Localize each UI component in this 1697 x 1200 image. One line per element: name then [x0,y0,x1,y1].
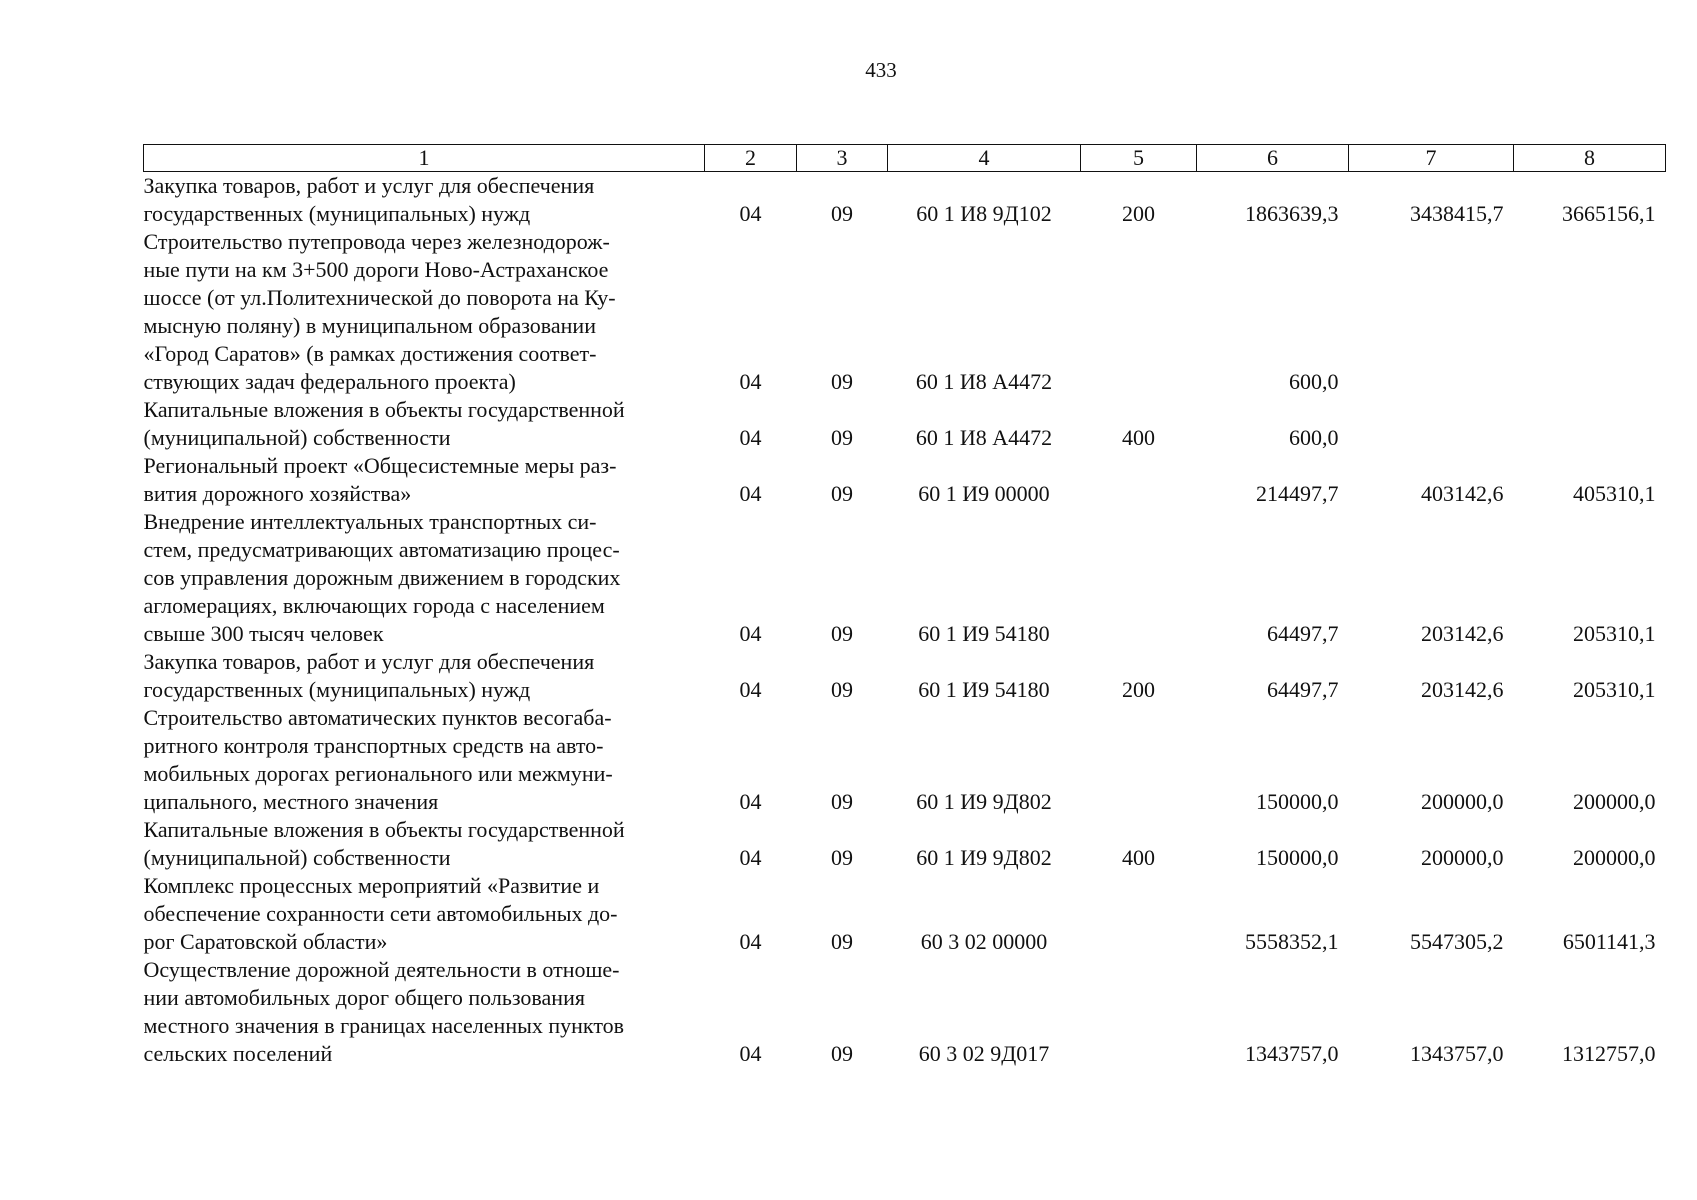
amount-col-6: 64497,7 [1267,677,1339,702]
description-line: Закупка товаров, работ и услуг для обеспечения [143,649,595,674]
expense-type-code: 400 [1122,845,1155,870]
description-line: Строительство автоматических пунктов весогаба- [143,705,612,730]
table-row [144,228,1666,396]
subsection-code: 09 [831,201,853,226]
target-article-code: 60 1 И8 9Д102 [916,201,1052,226]
description-line: стем, предусматривающих автоматизацию процес- [143,537,620,562]
amount-col-6: 1863639,3 [1245,201,1339,226]
amount-col-6: 1343757,0 [1245,1041,1339,1066]
section-code: 04 [739,1041,762,1066]
description-line: «Город Саратов» (в рамках достижения соответ- [143,341,597,366]
table-row [144,704,1666,816]
target-article-code: 60 1 И9 00000 [918,481,1050,506]
header-row [144,145,1666,172]
subsection-code: 09 [831,621,853,646]
expense-type-code [1081,704,1197,816]
description-line: ципального, местного значения [143,789,439,814]
amount-col-6: 214497,7 [1256,481,1339,506]
description-line: сельских поселений [143,1041,333,1066]
table-row [144,396,1666,452]
table-row [144,508,1666,648]
description-line: нии автомобильных дорог общего пользования [143,985,585,1010]
target-article-code: 60 1 И8 А4472 [915,369,1053,394]
expense-type-code: 400 [1122,425,1155,450]
budget-table [143,144,1666,1068]
table-row [144,648,1666,704]
target-article-code: 60 1 И9 54180 [918,621,1050,646]
description-line: обеспечение сохранности сети автомобильных до- [143,901,618,926]
header-cell: 2 [705,145,797,172]
table-row [144,956,1666,1068]
row-description [144,228,705,396]
amount-col-7: 5547305,2 [1410,929,1504,954]
page-number: 433 [865,58,897,82]
table-row [144,452,1666,508]
target-article-code: 60 1 И9 9Д802 [916,789,1052,814]
header-cell: 7 [1349,145,1514,172]
amount-col-8 [1514,396,1666,452]
target-article-code: 60 3 02 9Д017 [918,1041,1050,1066]
description-line: сов управления дорожным движением в городских [143,565,621,590]
description-line: ритного контроля транспортных средств на авто- [143,733,604,758]
description-line: ствующих задач федерального проекта) [143,369,516,394]
description-line: ные пути на км 3+500 дороги Ново-Астраханское [143,257,609,282]
target-article-code: 60 3 02 00000 [920,929,1048,954]
description-line: Закупка товаров, работ и услуг для обеспечения [143,173,595,198]
description-line: рог Саратовской области» [143,929,388,954]
description-line: вития дорожного хозяйства» [143,481,412,506]
amount-col-7 [1349,228,1514,396]
description-line: мысную поляну) в муниципальном образовании [143,313,596,338]
amount-col-7: 200000,0 [1421,789,1504,814]
expense-type-code [1081,872,1197,956]
subsection-code: 09 [831,425,853,450]
description-line: Капитальные вложения в объекты государственной [143,817,625,842]
subsection-code: 09 [831,1041,853,1066]
amount-col-7: 203142,6 [1421,621,1504,646]
section-code: 04 [739,845,762,870]
target-article-code: 60 1 И9 9Д802 [916,845,1052,870]
amount-col-7: 3438415,7 [1410,201,1504,226]
description-line: агломерациях, включающих города с населением [143,593,605,618]
description-line: шоссе (от ул.Политехнической до поворота на Ку- [143,285,616,310]
row-description [144,508,705,648]
amount-col-6: 64497,7 [1267,621,1339,646]
row-description [144,816,705,872]
header-cell: 6 [1197,145,1349,172]
header-cell: 1 [144,145,705,172]
target-article-code: 60 1 И8 А4472 [915,425,1053,450]
description-line: Строительство путепровода через железнодорож- [143,229,610,254]
row-description [144,172,705,229]
row-description [144,396,705,452]
expense-type-code [1081,956,1197,1068]
amount-col-6: 600,0 [1289,369,1339,394]
section-code: 04 [739,425,762,450]
description-line: мобильных дорогах регионального или межмуни- [143,761,613,786]
amount-col-8: 205310,1 [1573,621,1656,646]
subsection-code: 09 [831,929,853,954]
description-line: свыше 300 тысяч человек [143,621,384,646]
section-code: 04 [739,481,762,506]
expense-type-code [1081,508,1197,648]
subsection-code: 09 [831,369,853,394]
amount-col-7 [1349,396,1514,452]
description-line: Комплекс процессных мероприятий «Развитие и [143,873,600,898]
subsection-code: 09 [831,845,853,870]
target-article-code: 60 1 И9 54180 [918,677,1050,702]
amount-col-6: 5558352,1 [1245,929,1339,954]
amount-col-7: 203142,6 [1421,677,1504,702]
header-cell: 5 [1081,145,1197,172]
expense-type-code: 200 [1122,677,1155,702]
amount-col-8: 1312757,0 [1562,1041,1656,1066]
amount-col-8: 3665156,1 [1562,201,1656,226]
amount-col-8: 200000,0 [1573,789,1656,814]
section-code: 04 [739,789,762,814]
row-description [144,452,705,508]
amount-col-7: 403142,6 [1421,481,1504,506]
description-line: Капитальные вложения в объекты государственной [143,397,625,422]
description-line: (муниципальной) собственности [143,425,451,450]
section-code: 04 [739,201,762,226]
amount-col-8: 405310,1 [1573,481,1656,506]
description-line: государственных (муниципальных) нужд [143,677,531,702]
amount-col-8: 205310,1 [1573,677,1656,702]
amount-col-8: 6501141,3 [1562,929,1656,954]
section-code: 04 [739,621,762,646]
description-line: местного значения в границах населенных пунктов [143,1013,625,1038]
row-description [144,956,705,1068]
amount-col-7: 200000,0 [1421,845,1504,870]
amount-col-6: 150000,0 [1256,845,1339,870]
header-cell: 3 [797,145,888,172]
section-code: 04 [739,677,762,702]
amount-col-7: 1343757,0 [1410,1041,1504,1066]
header-cell: 4 [888,145,1081,172]
header-cell: 8 [1514,145,1666,172]
section-code: 04 [739,929,762,954]
subsection-code: 09 [831,789,853,814]
section-code: 04 [739,369,762,394]
description-line: (муниципальной) собственности [143,845,451,870]
amount-col-6: 600,0 [1289,425,1339,450]
description-line: Внедрение интеллектуальных транспортных си- [143,509,597,534]
table-row [144,172,1666,229]
table-row [144,816,1666,872]
expense-type-code [1081,452,1197,508]
subsection-code: 09 [831,677,853,702]
description-line: государственных (муниципальных) нужд [143,201,531,226]
table-body [144,172,1666,1069]
row-description [144,872,705,956]
row-description [144,704,705,816]
description-line: Региональный проект «Общесистемные меры раз- [143,453,617,478]
description-line: Осуществление дорожной деятельности в отноше- [143,957,620,982]
expense-type-code: 200 [1122,201,1155,226]
amount-col-6: 150000,0 [1256,789,1339,814]
amount-col-8 [1514,228,1666,396]
table-row [144,872,1666,956]
amount-col-8: 200000,0 [1573,845,1656,870]
expense-type-code [1081,228,1197,396]
subsection-code: 09 [831,481,853,506]
row-description [144,648,705,704]
